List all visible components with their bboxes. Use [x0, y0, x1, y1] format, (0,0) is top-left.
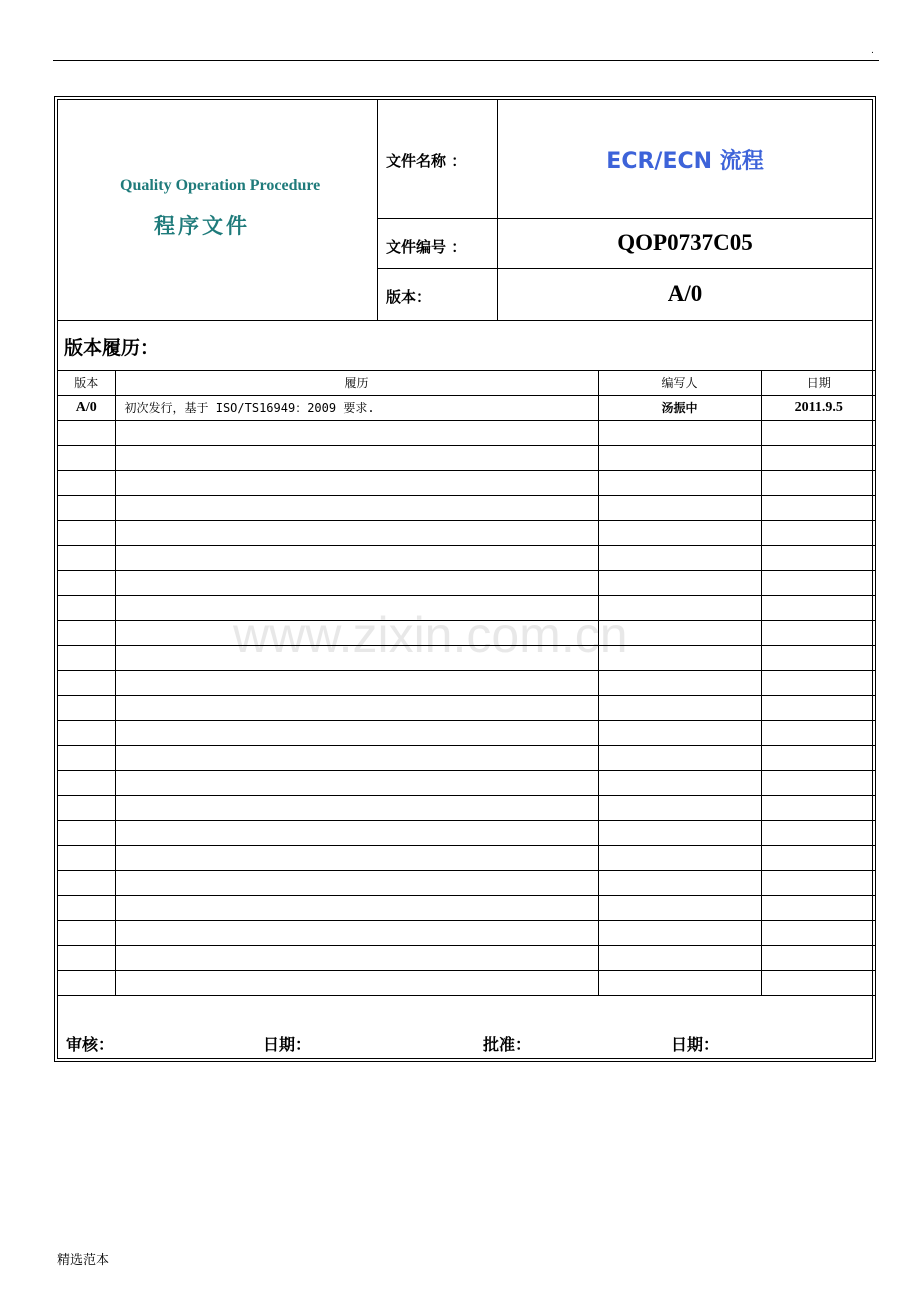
col-header-date: 日期 — [761, 371, 876, 396]
date-cell — [761, 571, 876, 596]
date-cell — [761, 421, 876, 446]
history-cell — [115, 671, 598, 696]
version-cell — [58, 796, 115, 821]
version-cell — [58, 521, 115, 546]
author-cell — [598, 746, 761, 771]
review-date-label: 日期： — [263, 1035, 312, 1054]
version-cell — [58, 871, 115, 896]
history-cell — [115, 846, 598, 871]
document-frame — [54, 96, 876, 1062]
author-cell — [598, 771, 761, 796]
author-cell — [598, 696, 761, 721]
author-cell — [598, 896, 761, 921]
header-label-column — [377, 100, 498, 320]
col-header-author: 编写人 — [598, 371, 761, 396]
date-cell — [761, 796, 876, 821]
date-cell — [761, 696, 876, 721]
history-cell — [115, 621, 598, 646]
title-cn: 程序文件 — [154, 214, 250, 238]
author-cell — [598, 946, 761, 971]
version-cell — [58, 721, 115, 746]
table-row — [58, 596, 876, 621]
date-cell — [761, 821, 876, 846]
title-en: Quality Operation Procedure — [120, 177, 321, 194]
author-cell — [598, 471, 761, 496]
date-cell — [761, 521, 876, 546]
date-cell: 2011.9.5 — [761, 396, 876, 421]
doc-no-label: 文件编号 ： — [386, 238, 467, 256]
history-cell — [115, 746, 598, 771]
table-row — [58, 421, 876, 446]
date-cell — [761, 896, 876, 921]
version-cell — [58, 921, 115, 946]
table-row — [58, 571, 876, 596]
history-table — [58, 370, 876, 996]
col-header-history: 履历 — [115, 371, 598, 396]
table-row — [58, 821, 876, 846]
author-cell — [598, 646, 761, 671]
author-cell — [598, 971, 761, 996]
date-cell — [761, 471, 876, 496]
table-row — [58, 721, 876, 746]
history-cell — [115, 946, 598, 971]
version-cell — [58, 571, 115, 596]
version-cell — [58, 421, 115, 446]
table-row — [58, 846, 876, 871]
date-cell — [761, 671, 876, 696]
table-row — [58, 871, 876, 896]
date-cell — [761, 496, 876, 521]
author-cell — [598, 571, 761, 596]
table-row — [58, 521, 876, 546]
author-cell — [598, 621, 761, 646]
version-cell — [58, 971, 115, 996]
history-cell — [115, 896, 598, 921]
doc-no-value: QOP0737C05 — [617, 230, 753, 255]
watermark: www.zixin.com.cn — [233, 607, 628, 663]
date-cell — [761, 746, 876, 771]
version-cell — [58, 621, 115, 646]
header-block — [58, 100, 872, 321]
version-cell — [58, 546, 115, 571]
author-cell — [598, 421, 761, 446]
author-cell — [598, 446, 761, 471]
version-cell — [58, 671, 115, 696]
date-cell — [761, 621, 876, 646]
doc-name-value: ECR/ECN 流程 — [606, 149, 764, 174]
table-row — [58, 471, 876, 496]
version-cell — [58, 696, 115, 721]
author-cell: 汤振中 — [598, 396, 761, 421]
header-title-cell — [58, 100, 378, 320]
table-row — [58, 921, 876, 946]
version-cell — [58, 646, 115, 671]
version-cell — [58, 596, 115, 621]
history-cell: 初次发行，基于 ISO/TS16949：2009 要求. — [115, 396, 598, 421]
table-row — [58, 621, 876, 646]
version-cell — [58, 446, 115, 471]
date-cell — [761, 546, 876, 571]
date-cell — [761, 596, 876, 621]
header-divider — [377, 218, 872, 219]
version-cell — [58, 496, 115, 521]
version-label: 版本： — [386, 288, 432, 306]
history-cell — [115, 871, 598, 896]
version-cell: A/0 — [58, 396, 115, 421]
table-row — [58, 971, 876, 996]
history-cell — [115, 646, 598, 671]
history-cell — [115, 596, 598, 621]
author-cell — [598, 596, 761, 621]
table-row — [58, 396, 876, 421]
table-row — [58, 771, 876, 796]
table-row — [58, 746, 876, 771]
history-cell — [115, 546, 598, 571]
date-cell — [761, 946, 876, 971]
date-cell — [761, 871, 876, 896]
table-row — [58, 646, 876, 671]
date-cell — [761, 771, 876, 796]
table-row — [58, 671, 876, 696]
author-cell — [598, 846, 761, 871]
history-cell — [115, 821, 598, 846]
author-cell — [598, 546, 761, 571]
top-rule — [53, 60, 879, 61]
author-cell — [598, 821, 761, 846]
approve-label: 批准： — [483, 1035, 532, 1054]
version-value: A/0 — [667, 281, 703, 306]
history-header-row — [58, 371, 876, 396]
author-cell — [598, 521, 761, 546]
history-cell — [115, 796, 598, 821]
history-cell — [115, 446, 598, 471]
history-cell — [115, 721, 598, 746]
date-cell — [761, 846, 876, 871]
footer-text: 精选范本 — [57, 1253, 110, 1268]
author-cell — [598, 796, 761, 821]
history-cell — [115, 921, 598, 946]
table-row — [58, 546, 876, 571]
corner-mark: . — [871, 46, 874, 56]
author-cell — [598, 871, 761, 896]
author-cell — [598, 496, 761, 521]
version-cell — [58, 821, 115, 846]
date-cell — [761, 646, 876, 671]
doc-name-label: 文件名称 ： — [386, 152, 467, 170]
table-row — [58, 496, 876, 521]
history-cell — [115, 421, 598, 446]
table-row — [58, 896, 876, 921]
version-cell — [58, 771, 115, 796]
header-divider — [377, 268, 872, 269]
date-cell — [761, 971, 876, 996]
history-cell — [115, 696, 598, 721]
date-cell — [761, 921, 876, 946]
history-cell — [115, 771, 598, 796]
version-cell — [58, 846, 115, 871]
approve-date-label: 日期： — [671, 1035, 720, 1054]
version-cell — [58, 471, 115, 496]
table-row — [58, 946, 876, 971]
version-cell — [58, 746, 115, 771]
date-cell — [761, 446, 876, 471]
author-cell — [598, 671, 761, 696]
table-row — [58, 446, 876, 471]
document-inner-frame — [57, 99, 873, 1059]
version-cell — [58, 946, 115, 971]
history-cell — [115, 971, 598, 996]
history-cell — [115, 521, 598, 546]
date-cell — [761, 721, 876, 746]
review-label: 审核： — [66, 1035, 115, 1054]
history-title: 版本履历： — [64, 337, 160, 359]
author-cell — [598, 721, 761, 746]
history-cell — [115, 571, 598, 596]
history-cell — [115, 496, 598, 521]
author-cell — [598, 921, 761, 946]
table-row — [58, 696, 876, 721]
col-header-version: 版本 — [58, 371, 115, 396]
history-cell — [115, 471, 598, 496]
table-row — [58, 796, 876, 821]
version-cell — [58, 896, 115, 921]
